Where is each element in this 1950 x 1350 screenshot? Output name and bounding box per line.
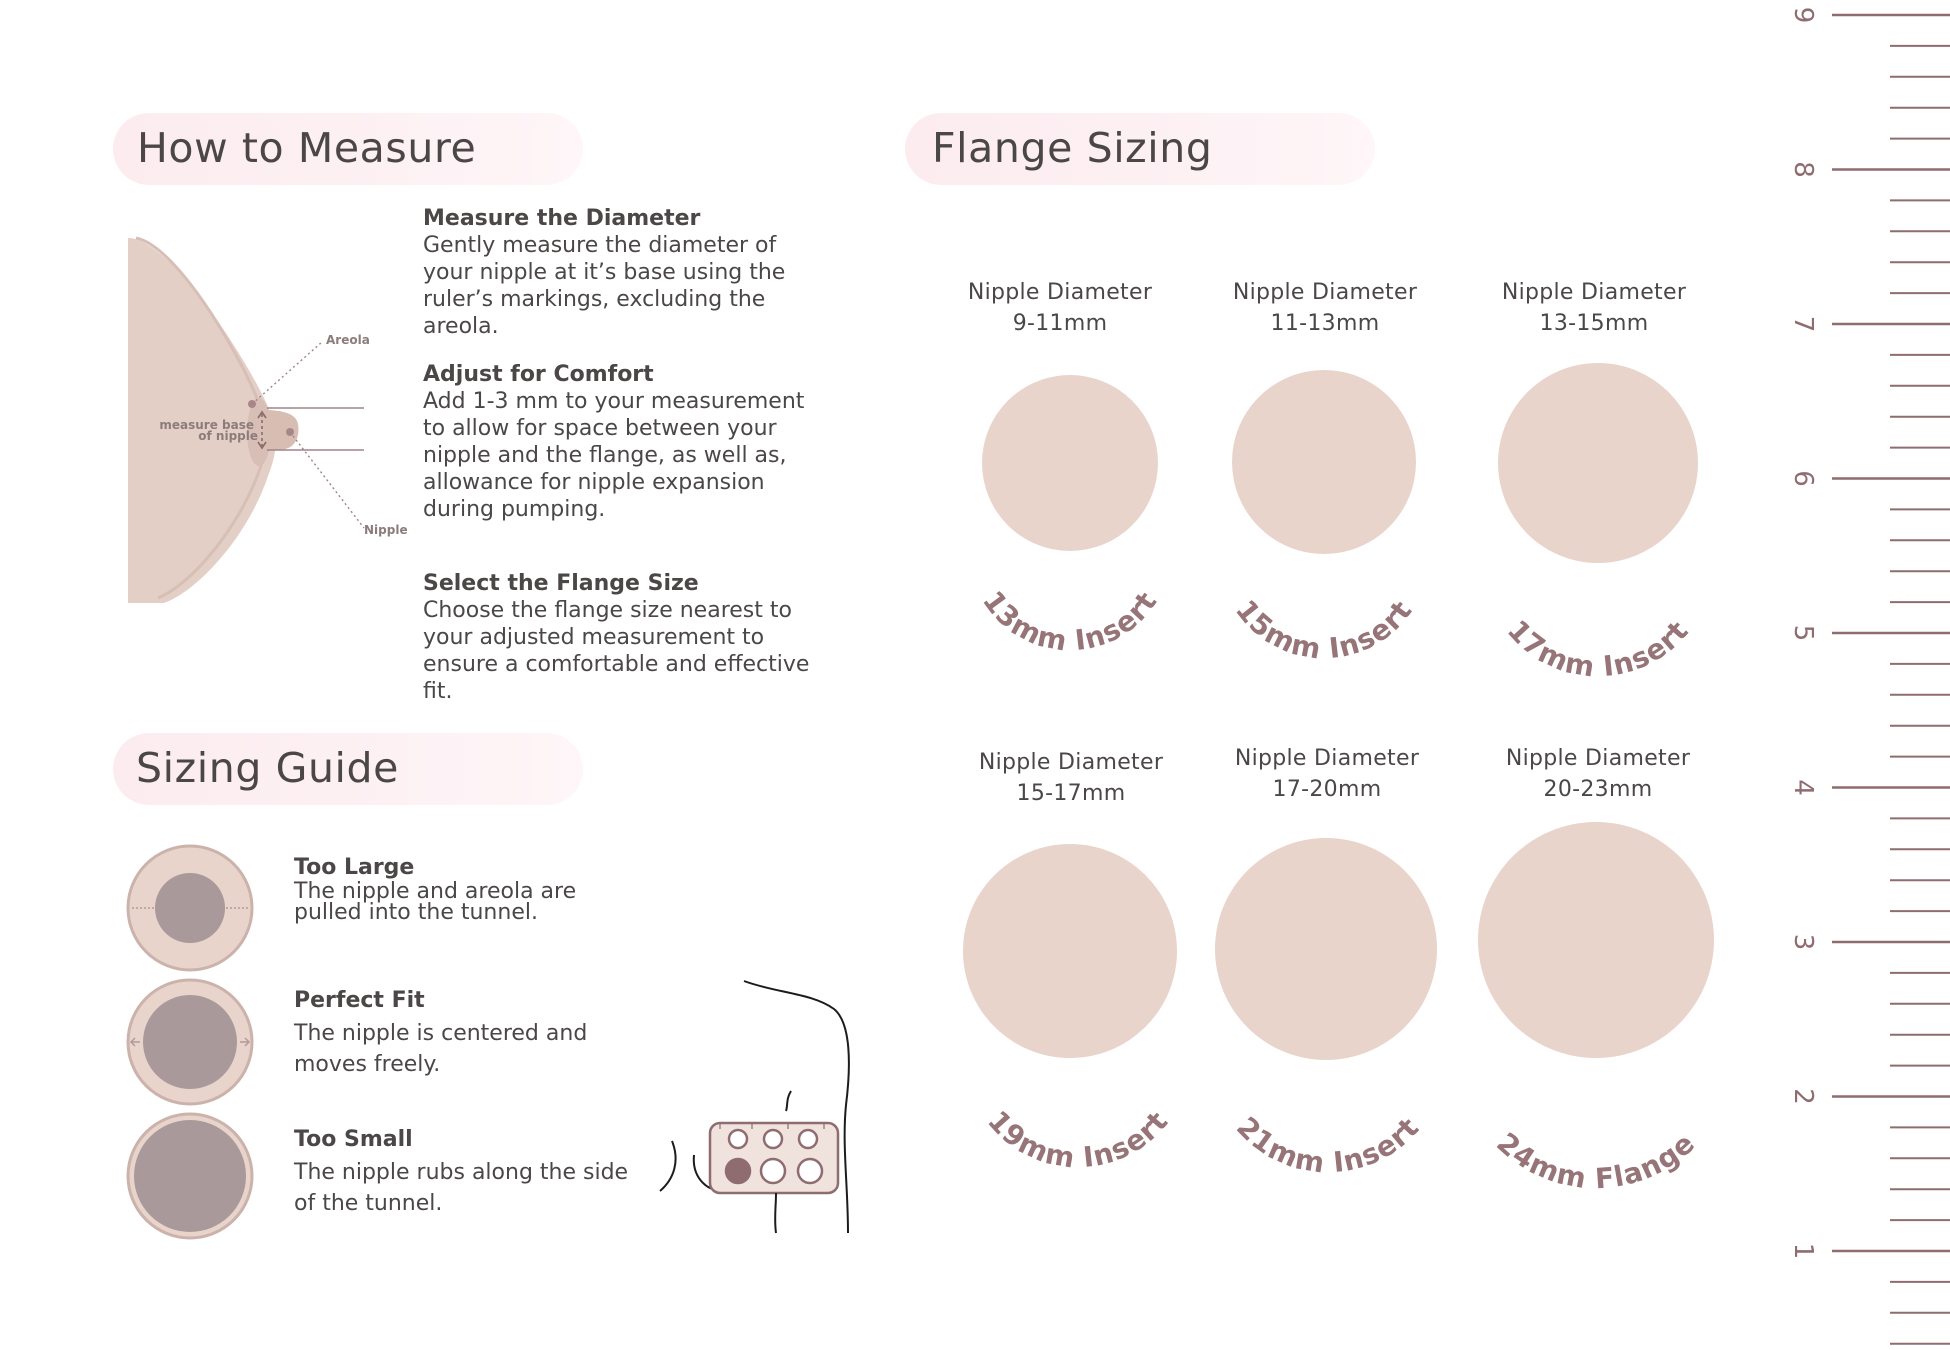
insert-label-15mm: 15mm Insert <box>1229 593 1419 666</box>
flange-circle-19mm <box>963 844 1177 1058</box>
step-title: Measure the Diameter <box>423 206 701 231</box>
ruler-labels <box>1788 7 1818 1260</box>
nipple-label: Nipple <box>364 523 408 537</box>
diameter-caption: Nipple Diameter <box>1232 280 1418 305</box>
ruler-label: 4 <box>1788 779 1818 796</box>
diameter-caption: Nipple Diameter <box>1234 746 1420 771</box>
insert-label-19mm: 19mm Insert <box>981 1104 1175 1175</box>
ruler-label: 1 <box>1788 1242 1818 1260</box>
diameter-range: 11-13mm <box>1270 311 1380 336</box>
measure-base-label-line2: of nipple <box>198 429 258 443</box>
flange-circle-21mm <box>1215 838 1437 1060</box>
diameter-range: 20-23mm <box>1543 777 1653 802</box>
flange-circle-15mm <box>1232 370 1416 554</box>
diameter-range: 17-20mm <box>1272 777 1382 802</box>
guide-title: Too Small <box>294 1127 413 1152</box>
flange-circle-17mm <box>1498 363 1698 563</box>
ruler-label: 9 <box>1788 6 1818 24</box>
guide-title: Too Large <box>294 855 415 880</box>
ruler-label: 7 <box>1788 315 1818 333</box>
diameter-caption: Nipple Diameter <box>1501 280 1687 305</box>
step-title: Adjust for Comfort <box>423 362 654 387</box>
step-text: Gently measure the diameter of your nipple at it’s base using the ruler’s markings, excluding the areola. <box>423 233 786 339</box>
guide-text: The nipple rubs along the side of the tunnel. <box>294 1160 629 1216</box>
areola-label: Areola <box>326 333 370 347</box>
diameter-range: 15-17mm <box>1016 781 1126 806</box>
step-text: Add 1-3 mm to your measurement to allow for space between your nipple and the flange, as well as, allowance for nipple expansion during pumping. <box>423 389 805 522</box>
flange-circle-24mm <box>1478 822 1714 1058</box>
ruler-label: 2 <box>1788 1088 1818 1105</box>
measuring-ruler <box>1770 0 1950 1350</box>
step-text: Choose the flange size nearest to your adjusted measurement to ensure a comfortable and effective fit. <box>423 598 810 704</box>
insert-label-17mm: 17mm Insert <box>1500 613 1696 684</box>
insert-label-21mm: 21mm Insert <box>1230 1110 1426 1180</box>
diameter-caption: Nipple Diameter <box>978 750 1164 775</box>
measure-base-label-line1: measure base <box>159 418 254 432</box>
ruler-label: 3 <box>1788 933 1818 951</box>
flange-sizing-title: Flange Sizing <box>932 124 1213 172</box>
guide-text: The nipple and areola are pulled into the tunnel. <box>294 879 577 925</box>
ruler-label: 6 <box>1788 470 1818 487</box>
guide-title: Perfect Fit <box>294 988 425 1013</box>
insert-label-13mm: 13mm Insert <box>976 584 1164 658</box>
guide-text: The nipple is centered and moves freely. <box>294 1021 588 1077</box>
diameter-range: 13-15mm <box>1539 311 1649 336</box>
sizing-guide-title: Sizing Guide <box>136 744 399 792</box>
insert-label-24mm: 24mm Flange <box>1490 1126 1702 1196</box>
diameter-caption: Nipple Diameter <box>967 280 1153 305</box>
ruler-ticks <box>1832 15 1950 1344</box>
step-title: Select the Flange Size <box>423 571 699 596</box>
flange-circle-13mm <box>982 375 1158 551</box>
diameter-range: 9-11mm <box>1012 311 1108 336</box>
ruler-label: 8 <box>1788 161 1818 178</box>
how-to-measure-title: How to Measure <box>137 124 477 172</box>
ruler-label: 5 <box>1788 624 1818 642</box>
diameter-caption: Nipple Diameter <box>1505 746 1691 771</box>
